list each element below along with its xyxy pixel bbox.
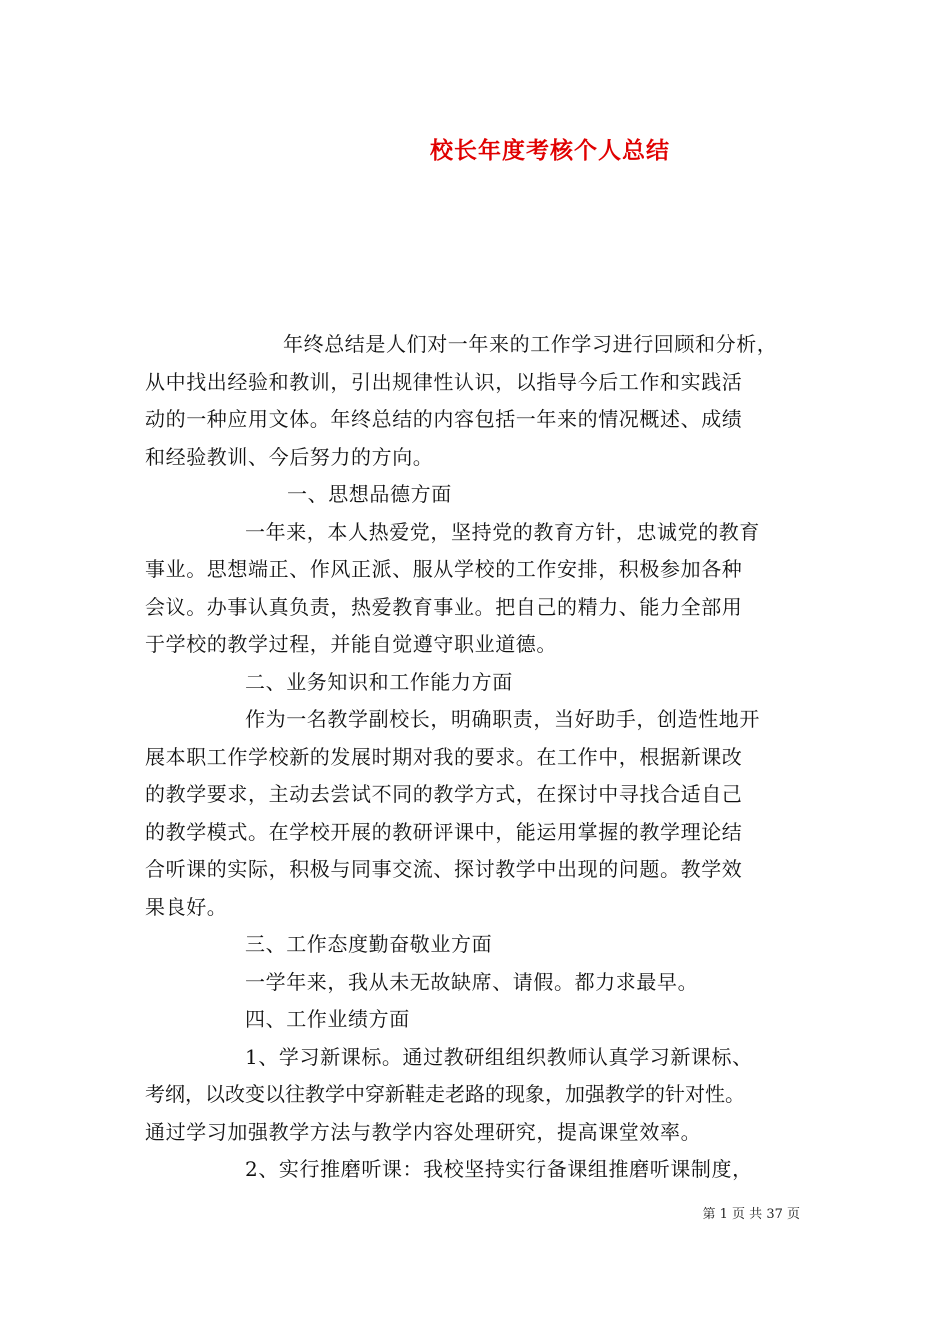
body-line: 作为一名教学副校长，明确职责，当好助手，创造性地开 [245,707,760,731]
body-line: 一年来，本人热爱党，坚持党的教育方针，忠诚党的教育 [245,519,760,544]
document-title: 校长年度考核个人总结 [430,137,670,164]
document-body [145,326,820,1189]
body-line: 年终总结是人们对一年来的工作学习进行回顾和分析， [283,332,778,356]
body-line: 的教学要求，主动去尝试不同的教学方式，在探讨中寻找合适自己 [145,782,743,806]
body-line: 合听课的实际，积极与同事交流、探讨教学中出现的问题。教学效 [145,857,743,881]
section-heading: 二、业务知识和工作能力方面 [245,669,513,694]
body-line: 通过学习加强教学方法与教学内容处理研究，提高课堂效率。 [145,1119,702,1144]
body-line: 会议。办事认真负责，热爱教育事业。把自己的精力、能力全部用 [145,594,743,619]
body-line: 1、学习新课标。通过教研组组织教师认真学习新课标、 [245,1044,753,1069]
body-line: 果良好。 [145,894,228,919]
body-line: 2、实行推磨听课：我校坚持实行备课组推磨听课制度， [245,1157,753,1181]
body-line: 和经验教训、今后努力的方向。 [145,444,434,469]
body-line: 事业。思想端正、作风正派、服从学校的工作安排，积极参加各种 [145,557,743,581]
section-heading: 四、工作业绩方面 [245,1007,410,1031]
page-number: 第 1 页 共 37 页 [702,1207,800,1222]
body-line: 一学年来，我从未无故缺席、请假。都力求最早。 [245,969,699,994]
body-line: 考纲，以改变以往教学中穿新鞋走老路的现象，加强教学的针对性。 [145,1082,745,1106]
section-heading: 一、思想品德方面 [287,482,452,506]
body-line: 动的一种应用文体。年终总结的内容包括一年来的情况概述、成绩 [145,407,743,431]
body-line: 的教学模式。在学校开展的教研评课中，能运用掌握的教学理论结 [145,819,743,844]
body-line: 从中找出经验和教训，引出规律性认识，以指导今后工作和实践活 [145,369,743,394]
section-heading: 三、工作态度勤奋敬业方面 [245,932,493,956]
body-line: 展本职工作学校新的发展时期对我的要求。在工作中，根据新课改 [145,744,743,769]
body-line: 于学校的教学过程，并能自觉遵守职业道德。 [145,632,557,656]
